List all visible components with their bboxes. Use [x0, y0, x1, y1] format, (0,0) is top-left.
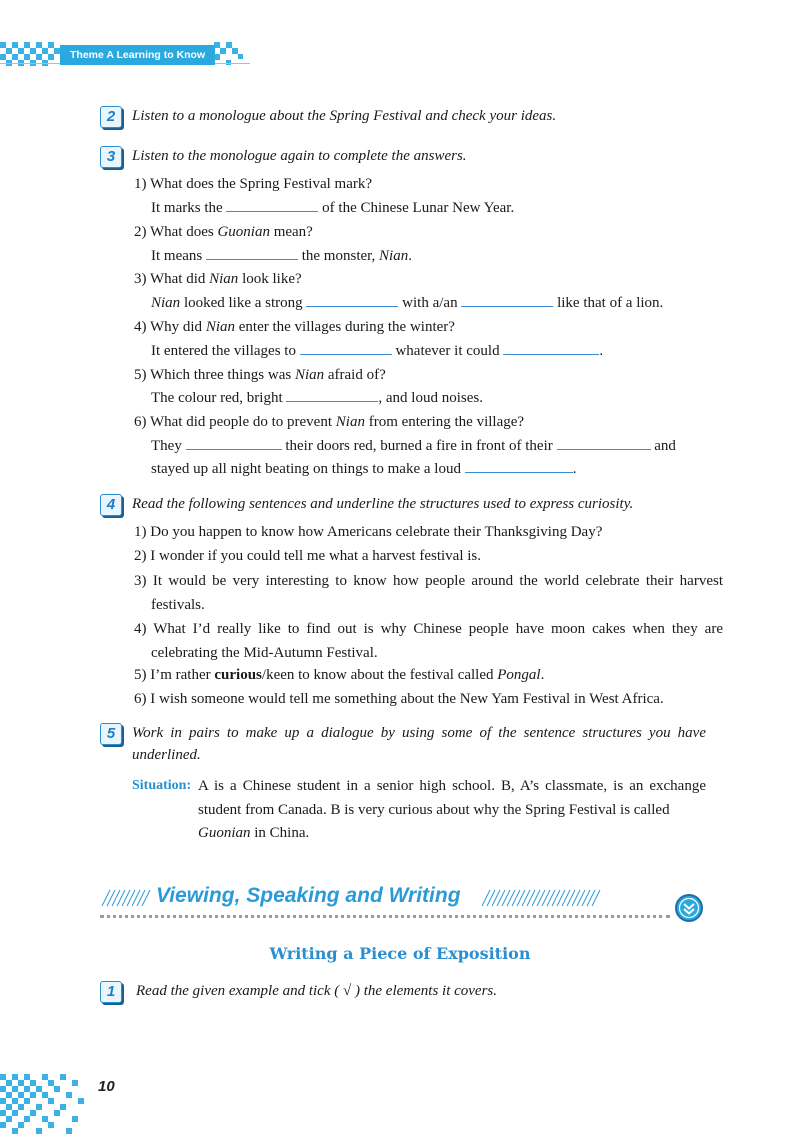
task-3-instruction: Listen to the monologue again to complete the answers.	[132, 148, 467, 164]
answer-4: It entered the villages to whatever it could .	[151, 340, 603, 362]
situation-label: Situation:	[132, 778, 192, 793]
section-dotted-rule	[100, 915, 670, 918]
blank-8[interactable]	[186, 435, 282, 450]
question-4: 4) Why did Nian enter the villages during the winter?	[134, 319, 455, 335]
task-5-badge: 5	[100, 723, 122, 745]
answer-5: The colour red, bright , and loud noises.	[151, 387, 483, 409]
task-1-instruction: Read the given example and tick ( √ ) the elements it covers.	[136, 983, 498, 999]
task-2-badge: 2	[100, 106, 122, 128]
answer-2: It means the monster, Nian.	[151, 245, 412, 267]
sentence-6: 6) I wish someone would tell me something about the New Yam Festival in West Africa.	[134, 691, 664, 707]
answer-6-continued: stayed up all night beating on things to make a loud .	[151, 458, 576, 480]
section-subtitle: Writing a Piece of Exposition	[269, 944, 531, 963]
situation-end: Guonian in China.	[198, 825, 310, 841]
blank-7[interactable]	[286, 387, 378, 402]
task-2-instruction: Listen to a monologue about the Spring Festival and check your ideas.	[132, 108, 557, 124]
section-title: Viewing, Speaking and Writing	[156, 884, 461, 907]
blank-4[interactable]	[461, 292, 553, 307]
blank-10[interactable]	[465, 458, 573, 473]
sentence-3: 3) It would be very interesting to know how people around the world celebrate their harvest festivals.	[134, 573, 723, 613]
sentence-2: 2) I wonder if you could tell me what a harvest festival is.	[134, 548, 481, 564]
footer-pixel-pattern	[0, 1070, 96, 1138]
section-hatch-right	[480, 886, 606, 908]
theme-tag: Theme A Learning to Know	[60, 45, 215, 65]
task-1-badge: 1	[100, 981, 122, 1003]
blank-1[interactable]	[226, 197, 318, 212]
section-hatch-left	[98, 886, 156, 908]
task-4-instruction: Read the following sentences and underline the structures used to express curiosity.	[132, 496, 634, 512]
sentence-4: 4) What I’d really like to find out is why Chinese people have moon cakes when they are celebrating the Mid-Autumn Festival.	[134, 621, 723, 661]
question-6: 6) What did people do to prevent Nian from entering the village?	[134, 414, 525, 430]
task-5-instruction: Work in pairs to make up a dialogue by using some of the sentence structures you have underlined.	[132, 725, 706, 763]
question-5: 5) Which three things was Nian afraid of?	[134, 367, 386, 383]
question-3: 3) What did Nian look like?	[134, 271, 302, 287]
question-1: 1) What does the Spring Festival mark?	[134, 176, 373, 192]
blank-3[interactable]	[306, 292, 398, 307]
blank-9[interactable]	[557, 435, 651, 450]
blank-6[interactable]	[503, 340, 599, 355]
answer-6: They their doors red, burned a fire in front of their and	[151, 435, 676, 457]
answer-1: It marks the of the Chinese Lunar New Year.	[151, 197, 514, 219]
answer-3: Nian looked like a strong with a/an like that of a lion.	[151, 292, 663, 314]
task-4-badge: 4	[100, 494, 122, 516]
question-2: 2) What does Guonian mean?	[134, 224, 313, 240]
sentence-1: 1) Do you happen to know how Americans celebrate their Thanksgiving Day?	[134, 524, 603, 540]
chevron-down-icon	[674, 893, 704, 923]
page-number: 10	[98, 1078, 115, 1095]
task-3-badge: 3	[100, 146, 122, 168]
situation-text: A is a Chinese student in a senior high school. B, A’s classmate, is an exchange student from Canada. B is very curious about why the Spring Festival is called	[198, 778, 706, 818]
blank-5[interactable]	[300, 340, 392, 355]
blank-2[interactable]	[206, 245, 298, 260]
sentence-5: 5) I’m rather curious/keen to know about the festival called Pongal.	[134, 667, 545, 683]
